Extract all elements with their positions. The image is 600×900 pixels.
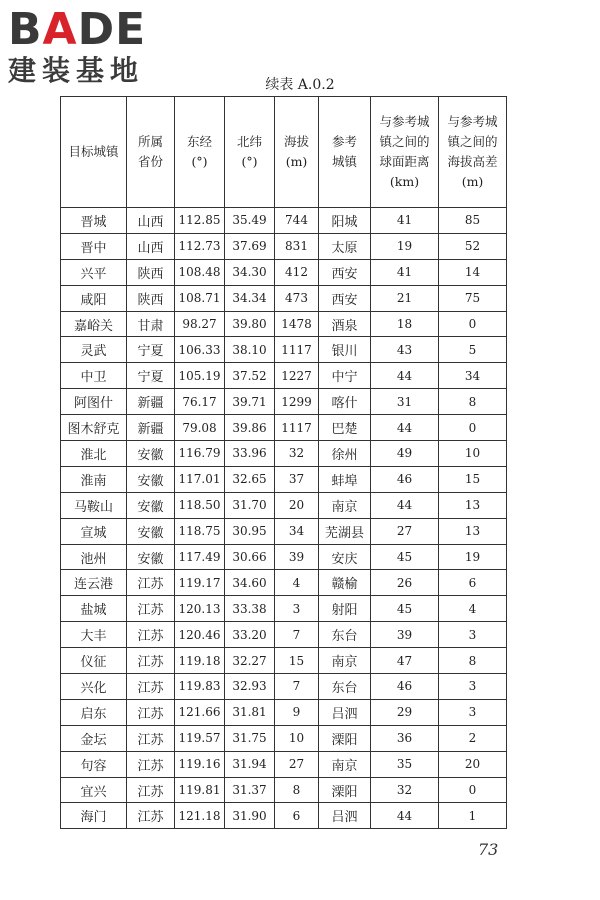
table-cell: 宁夏 [127, 363, 175, 389]
table-row [61, 415, 507, 441]
table-cell: 安庆 [319, 544, 371, 570]
table-cell: 南京 [319, 492, 371, 518]
table-cell: 阿图什 [61, 389, 127, 415]
table-row [61, 570, 507, 596]
table-cell: 27 [371, 518, 439, 544]
header-cell: 与参考城 镇之间的 海拔高差 (m) [439, 97, 507, 208]
table-cell: 东台 [319, 674, 371, 700]
table-cell: 19 [371, 233, 439, 259]
table-cell: 南京 [319, 648, 371, 674]
table-cell: 金坛 [61, 725, 127, 751]
table-cell: 29 [371, 699, 439, 725]
table-cell: 海门 [61, 803, 127, 829]
table-cell: 阳城 [319, 208, 371, 234]
table-cell: 安徽 [127, 492, 175, 518]
table-cell: 宣城 [61, 518, 127, 544]
table-cell: 15 [275, 648, 319, 674]
table-cell: 巴楚 [319, 415, 371, 441]
table-cell: 20 [439, 751, 507, 777]
table-cell: 119.16 [175, 751, 225, 777]
table-cell: 山西 [127, 233, 175, 259]
table-cell: 江苏 [127, 674, 175, 700]
table-row [61, 311, 507, 337]
table-cell: 大丰 [61, 622, 127, 648]
table-cell: 33.38 [225, 596, 275, 622]
table-cell: 32.65 [225, 466, 275, 492]
table-cell: 119.83 [175, 674, 225, 700]
table-row [61, 648, 507, 674]
table-cell: 118.75 [175, 518, 225, 544]
table-cell: 44 [371, 803, 439, 829]
table-cell: 西安 [319, 259, 371, 285]
table-cell: 晋城 [61, 208, 127, 234]
table-cell: 4 [439, 596, 507, 622]
table-cell: 图木舒克 [61, 415, 127, 441]
table-row [61, 777, 507, 803]
header-cell: 目标城镇 [61, 97, 127, 208]
table-cell: 江苏 [127, 803, 175, 829]
table-cell: 银川 [319, 337, 371, 363]
table-cell: 31.90 [225, 803, 275, 829]
table-cell: 34.34 [225, 285, 275, 311]
table-cell: 射阳 [319, 596, 371, 622]
table-cell: 41 [371, 259, 439, 285]
table-cell: 太原 [319, 233, 371, 259]
table-cell: 39.71 [225, 389, 275, 415]
table-cell: 新疆 [127, 389, 175, 415]
table-cell: 晋中 [61, 233, 127, 259]
table-cell: 1 [439, 803, 507, 829]
table-cell: 75 [439, 285, 507, 311]
logo-subtitle: 建装基地 [8, 54, 145, 87]
table-cell: 30.95 [225, 518, 275, 544]
table-cell: 0 [439, 415, 507, 441]
table-cell: 陕西 [127, 285, 175, 311]
table-cell: 45 [371, 596, 439, 622]
table-cell: 120.13 [175, 596, 225, 622]
table-cell: 31.94 [225, 751, 275, 777]
table-caption: 续表 A.0.2 [265, 77, 335, 93]
table-cell: 8 [439, 389, 507, 415]
table-row [61, 389, 507, 415]
table-row [61, 337, 507, 363]
table-cell: 44 [371, 492, 439, 518]
table-cell: 江苏 [127, 725, 175, 751]
table-row [61, 751, 507, 777]
table-cell: 33.20 [225, 622, 275, 648]
table-cell: 79.08 [175, 415, 225, 441]
table-cell: 36 [371, 725, 439, 751]
table-cell: 34.60 [225, 570, 275, 596]
table-cell: 3 [439, 622, 507, 648]
page-number: 73 [478, 840, 499, 859]
table-cell: 徐州 [319, 441, 371, 467]
table-cell: 蚌埠 [319, 466, 371, 492]
table-row [61, 259, 507, 285]
table-cell: 中卫 [61, 363, 127, 389]
table-cell: 嘉峪关 [61, 311, 127, 337]
table-cell: 34 [439, 363, 507, 389]
table-header [61, 97, 507, 208]
table-cell: 赣榆 [319, 570, 371, 596]
table-cell: 仪征 [61, 648, 127, 674]
table-row [61, 441, 507, 467]
table-cell: 溧阳 [319, 725, 371, 751]
table-cell: 1299 [275, 389, 319, 415]
table-cell: 1478 [275, 311, 319, 337]
table-cell: 2 [439, 725, 507, 751]
table-cell: 山西 [127, 208, 175, 234]
header-cell: 北纬 (°) [225, 97, 275, 208]
table-cell: 18 [371, 311, 439, 337]
table-cell: 31 [371, 389, 439, 415]
table-cell: 105.19 [175, 363, 225, 389]
table-row [61, 233, 507, 259]
table-cell: 江苏 [127, 622, 175, 648]
table-cell: 宁夏 [127, 337, 175, 363]
table-cell: 76.17 [175, 389, 225, 415]
table-cell: 江苏 [127, 751, 175, 777]
table-cell: 江苏 [127, 699, 175, 725]
header-cell: 与参考城 镇之间的 球面距离 (km) [371, 97, 439, 208]
table-cell: 35.49 [225, 208, 275, 234]
table-cell: 117.01 [175, 466, 225, 492]
table-cell: 119.17 [175, 570, 225, 596]
table-cell: 盐城 [61, 596, 127, 622]
table-cell: 39 [275, 544, 319, 570]
table-cell: 44 [371, 415, 439, 441]
table-row [61, 492, 507, 518]
header-cell: 东经 (°) [175, 97, 225, 208]
table-cell: 31.37 [225, 777, 275, 803]
data-table [60, 96, 507, 829]
table-cell: 39.86 [225, 415, 275, 441]
table-cell: 118.50 [175, 492, 225, 518]
table-cell: 4 [275, 570, 319, 596]
table-cell: 南京 [319, 751, 371, 777]
table-cell: 8 [439, 648, 507, 674]
table-cell: 52 [439, 233, 507, 259]
table-cell: 江苏 [127, 648, 175, 674]
table-cell: 喀什 [319, 389, 371, 415]
table-cell: 85 [439, 208, 507, 234]
table-cell: 26 [371, 570, 439, 596]
table-cell: 3 [439, 674, 507, 700]
table-cell: 30.66 [225, 544, 275, 570]
table-cell: 陕西 [127, 259, 175, 285]
table-cell: 744 [275, 208, 319, 234]
table-cell: 安徽 [127, 544, 175, 570]
table-cell: 43 [371, 337, 439, 363]
table-cell: 兴化 [61, 674, 127, 700]
table-cell: 20 [275, 492, 319, 518]
table-cell: 121.66 [175, 699, 225, 725]
table-cell: 1117 [275, 337, 319, 363]
table-cell: 19 [439, 544, 507, 570]
table-cell: 溧阳 [319, 777, 371, 803]
table-row [61, 803, 507, 829]
table-cell: 32.93 [225, 674, 275, 700]
table-cell: 117.49 [175, 544, 225, 570]
table-cell: 119.18 [175, 648, 225, 674]
table-cell: 112.85 [175, 208, 225, 234]
table-cell: 831 [275, 233, 319, 259]
table-cell: 6 [439, 570, 507, 596]
table-cell: 7 [275, 622, 319, 648]
table-cell: 37.69 [225, 233, 275, 259]
table-cell: 灵武 [61, 337, 127, 363]
table-cell: 10 [439, 441, 507, 467]
table-cell: 108.71 [175, 285, 225, 311]
table-cell: 116.79 [175, 441, 225, 467]
table-cell: 32.27 [225, 648, 275, 674]
table-row [61, 363, 507, 389]
table-cell: 473 [275, 285, 319, 311]
table-cell: 15 [439, 466, 507, 492]
table-cell: 21 [371, 285, 439, 311]
table-cell: 13 [439, 518, 507, 544]
table-cell: 马鞍山 [61, 492, 127, 518]
table-cell: 31.75 [225, 725, 275, 751]
table-cell: 39 [371, 622, 439, 648]
table-cell: 吕泗 [319, 699, 371, 725]
table-cell: 启东 [61, 699, 127, 725]
header-cell: 所属 省份 [127, 97, 175, 208]
table-cell: 108.48 [175, 259, 225, 285]
table-cell: 35 [371, 751, 439, 777]
table-cell: 38.10 [225, 337, 275, 363]
table-cell: 13 [439, 492, 507, 518]
table-cell: 27 [275, 751, 319, 777]
table-cell: 121.18 [175, 803, 225, 829]
table-cell: 芜湖县 [319, 518, 371, 544]
table-cell: 甘肃 [127, 311, 175, 337]
header-cell: 海拔 (m) [275, 97, 319, 208]
table-cell: 37.52 [225, 363, 275, 389]
table-cell: 112.73 [175, 233, 225, 259]
table-cell: 39.80 [225, 311, 275, 337]
table-cell: 咸阳 [61, 285, 127, 311]
table-cell: 46 [371, 466, 439, 492]
table-cell: 3 [275, 596, 319, 622]
table-cell: 44 [371, 363, 439, 389]
table-cell: 34.30 [225, 259, 275, 285]
table-cell: 106.33 [175, 337, 225, 363]
table-cell: 6 [275, 803, 319, 829]
table-row [61, 699, 507, 725]
table-row [61, 466, 507, 492]
table-cell: 47 [371, 648, 439, 674]
table-cell: 中宁 [319, 363, 371, 389]
table-cell: 酒泉 [319, 311, 371, 337]
table-cell: 东台 [319, 622, 371, 648]
table-cell: 0 [439, 777, 507, 803]
table-cell: 江苏 [127, 777, 175, 803]
header-cell: 参考 城镇 [319, 97, 371, 208]
table-cell: 江苏 [127, 570, 175, 596]
table-cell: 9 [275, 699, 319, 725]
table-body [61, 208, 507, 829]
table-cell: 安徽 [127, 441, 175, 467]
table-cell: 宜兴 [61, 777, 127, 803]
table-cell: 34 [275, 518, 319, 544]
table-cell: 安徽 [127, 518, 175, 544]
table-cell: 西安 [319, 285, 371, 311]
table-row [61, 208, 507, 234]
table-cell: 新疆 [127, 415, 175, 441]
table-cell: 31.70 [225, 492, 275, 518]
table-row [61, 674, 507, 700]
table-cell: 1227 [275, 363, 319, 389]
table-cell: 10 [275, 725, 319, 751]
table-cell: 31.81 [225, 699, 275, 725]
table-row [61, 285, 507, 311]
table-cell: 江苏 [127, 596, 175, 622]
table-cell: 连云港 [61, 570, 127, 596]
table-cell: 兴平 [61, 259, 127, 285]
table-cell: 120.46 [175, 622, 225, 648]
table-cell: 41 [371, 208, 439, 234]
table-cell: 45 [371, 544, 439, 570]
table-cell: 池州 [61, 544, 127, 570]
table-cell: 0 [439, 311, 507, 337]
table-row [61, 596, 507, 622]
table-cell: 8 [275, 777, 319, 803]
table-cell: 淮北 [61, 441, 127, 467]
table-cell: 412 [275, 259, 319, 285]
table-cell: 14 [439, 259, 507, 285]
table-row [61, 622, 507, 648]
header-row [61, 97, 507, 208]
table-cell: 1117 [275, 415, 319, 441]
table-cell: 7 [275, 674, 319, 700]
table-row [61, 518, 507, 544]
table-cell: 3 [439, 699, 507, 725]
table-cell: 淮南 [61, 466, 127, 492]
table-cell: 33.96 [225, 441, 275, 467]
table-cell: 吕泗 [319, 803, 371, 829]
table-cell: 安徽 [127, 466, 175, 492]
table-cell: 37 [275, 466, 319, 492]
table-cell: 49 [371, 441, 439, 467]
table-cell: 5 [439, 337, 507, 363]
table-cell: 46 [371, 674, 439, 700]
table-cell: 32 [371, 777, 439, 803]
table-cell: 119.57 [175, 725, 225, 751]
table-row [61, 544, 507, 570]
table-cell: 98.27 [175, 311, 225, 337]
table-row [61, 725, 507, 751]
table-cell: 32 [275, 441, 319, 467]
table-cell: 119.81 [175, 777, 225, 803]
logo-wordmark: BADE [8, 4, 147, 55]
table-cell: 句容 [61, 751, 127, 777]
